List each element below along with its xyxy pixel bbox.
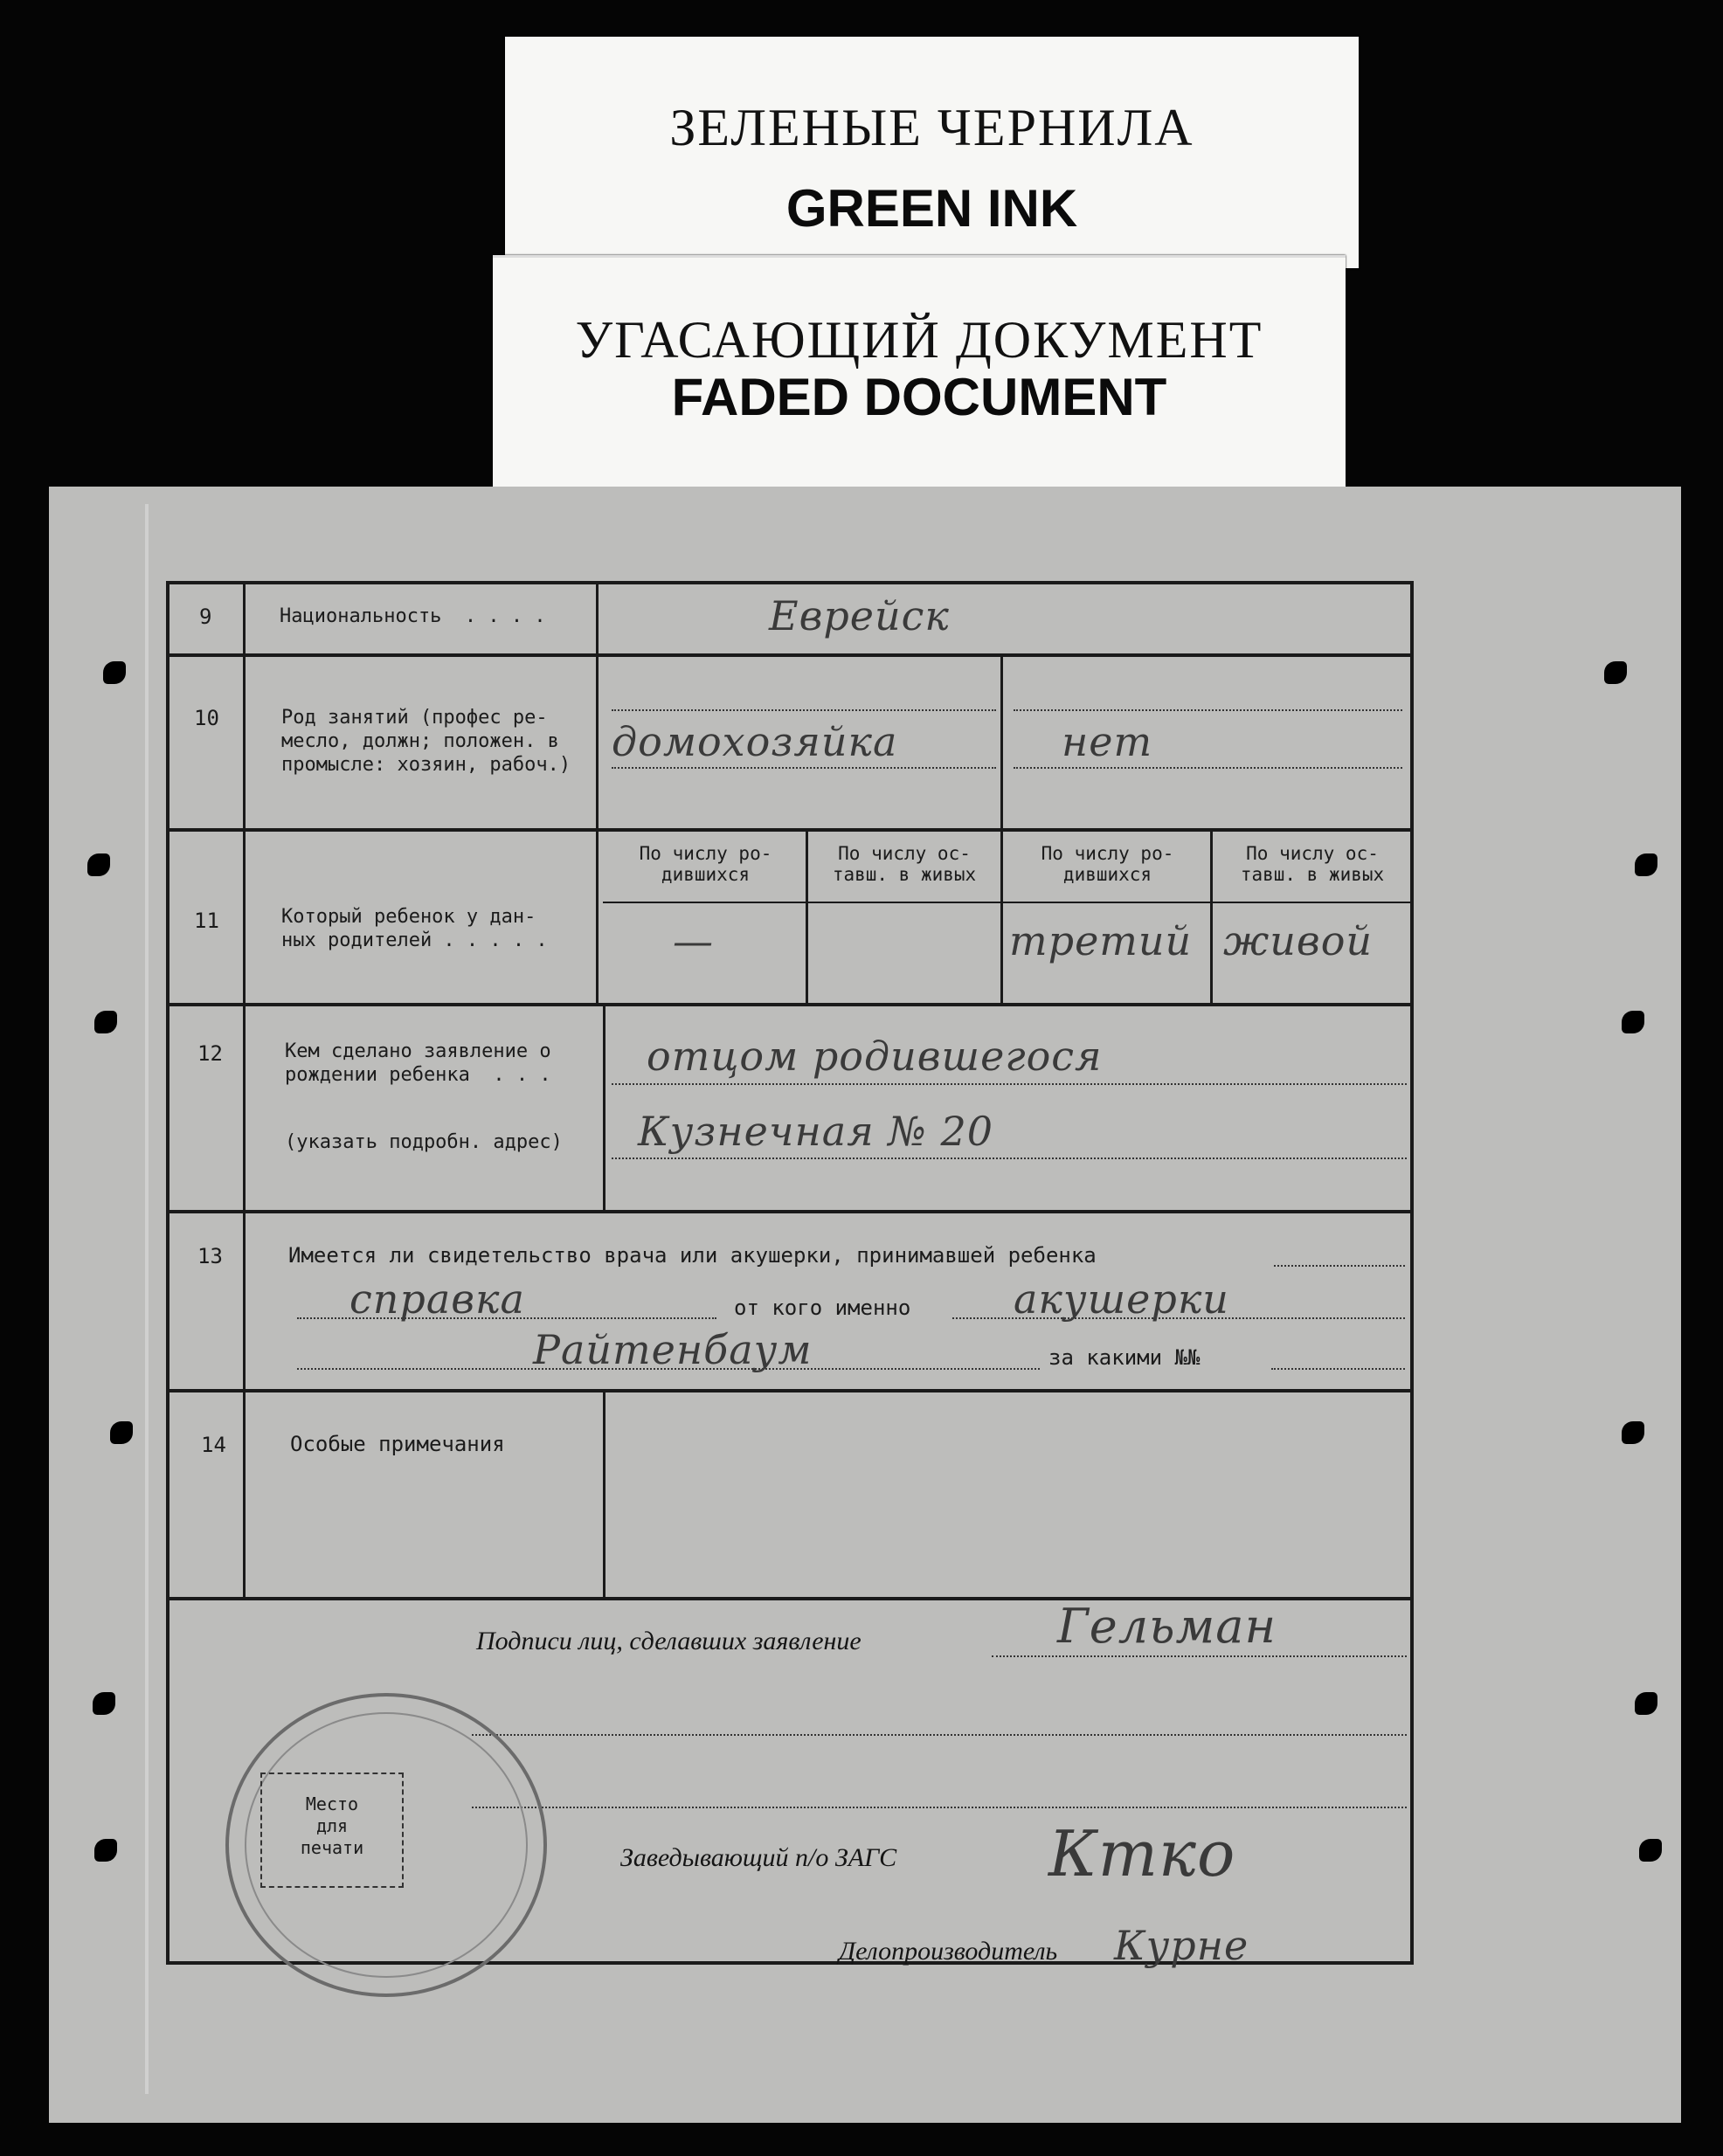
applicants-signature-label: Подписи лиц, сделавших заявление xyxy=(476,1627,862,1655)
row-11-value-alive-2: живой xyxy=(1223,917,1374,964)
row-divider xyxy=(166,653,1414,657)
applicant-signature: Гельман xyxy=(1057,1599,1277,1654)
row-divider xyxy=(166,581,1414,584)
punch-hole xyxy=(93,1692,115,1715)
row-11-col-alive-2: По числу ос- тавш. в живых xyxy=(1240,843,1385,885)
clerk-label: Делопроизводитель xyxy=(839,1937,1058,1966)
row-13-handwriting-certificate: справка xyxy=(349,1275,525,1323)
header-underline xyxy=(603,902,1410,903)
row-12-handwriting-address: Кузнечная № 20 xyxy=(638,1108,993,1155)
dotted-line xyxy=(1014,767,1402,769)
row-10-handwriting-father: домохозяйка xyxy=(612,718,898,765)
row-13-numbers-label: за какими №№ xyxy=(1048,1345,1201,1370)
registry-head-signature: Ктко xyxy=(1048,1817,1236,1890)
row-12-address-hint: (указать подробн. адрес) xyxy=(285,1131,563,1153)
green-ink-notice xyxy=(505,37,1359,268)
dotted-line xyxy=(1014,709,1402,711)
row-12-handwriting-declarant: отцом родившегося xyxy=(647,1033,1103,1080)
row-13-question: Имеется ли свидетельство врача или акушерки, принимавшей ребенка xyxy=(288,1243,1097,1268)
row-divider xyxy=(166,1210,1414,1213)
punch-hole xyxy=(1622,1421,1644,1444)
signature-line xyxy=(472,1807,1407,1808)
punch-hole xyxy=(1622,1011,1644,1033)
row-14-label: Особые примечания xyxy=(290,1432,505,1456)
dotted-line xyxy=(612,1157,1407,1159)
signature-line xyxy=(992,1655,1407,1657)
signature-line xyxy=(472,1734,1407,1736)
row-divider xyxy=(166,828,1414,832)
col-divider xyxy=(603,1003,605,1210)
faded-en: FADED DOCUMENT xyxy=(671,368,1167,426)
row-10-number: 10 xyxy=(194,706,219,730)
green-ink-en: GREEN INK xyxy=(785,179,1078,238)
table-border xyxy=(166,581,170,1961)
col-divider xyxy=(806,828,808,1003)
row-11-col-born-1: По числу ро- дившихся xyxy=(639,843,772,885)
seal-placeholder xyxy=(260,1772,404,1888)
table-border xyxy=(243,581,246,1599)
row-14-number: 14 xyxy=(201,1433,226,1457)
faded-document-notice xyxy=(493,255,1346,498)
col-divider xyxy=(1210,828,1213,1003)
row-11-value-born-2: третий xyxy=(1009,917,1193,964)
row-9-label: Национальность . . . . xyxy=(280,605,546,627)
punch-hole xyxy=(94,1011,117,1033)
punch-hole xyxy=(1604,661,1627,684)
col-divider xyxy=(603,1389,605,1597)
col-divider xyxy=(596,581,599,1003)
dotted-line xyxy=(612,1083,1407,1085)
dotted-line xyxy=(1271,1368,1405,1370)
table-border xyxy=(1410,581,1414,1961)
dotted-line xyxy=(612,767,996,769)
row-divider xyxy=(166,1003,1414,1006)
punch-hole xyxy=(110,1421,133,1444)
row-11-label: Который ребенок у дан- ных родителей . . . . . xyxy=(281,906,548,951)
row-11-col-born-2: По числу ро- дившихся xyxy=(1041,843,1174,885)
punch-hole xyxy=(103,661,126,684)
row-9-handwriting: Еврейск xyxy=(769,592,950,639)
dotted-line xyxy=(612,709,996,711)
clerk-signature: Курне xyxy=(1114,1922,1249,1969)
registry-head-label: Заведывающий п/о ЗАГС xyxy=(620,1843,897,1872)
faded-ru: УГАСАЮЩИЙ ДОКУМЕНТ xyxy=(575,311,1263,369)
punch-hole xyxy=(1635,853,1657,876)
seal-placeholder-text: Место для печати xyxy=(300,1793,364,1858)
punch-hole xyxy=(1639,1839,1662,1862)
row-12-number: 12 xyxy=(197,1041,223,1066)
punch-hole xyxy=(94,1839,117,1862)
dotted-line xyxy=(1274,1265,1405,1267)
row-12-label: Кем сделано заявление о рождении ребенка . . . xyxy=(285,1040,551,1086)
row-13-handwriting-midwife: акушерки xyxy=(1014,1275,1229,1323)
green-ink-ru: ЗЕЛЕНЫЕ ЧЕРНИЛА xyxy=(669,99,1194,156)
punch-hole xyxy=(87,853,110,876)
row-13-handwriting-name: Райтенбаум xyxy=(533,1326,813,1373)
punch-hole xyxy=(1635,1692,1657,1715)
row-11-number: 11 xyxy=(194,909,219,933)
col-divider xyxy=(1000,653,1003,1003)
row-10-handwriting-mother: нет xyxy=(1062,718,1153,765)
row-11-value-born-1: — xyxy=(673,917,714,964)
row-13-from-label: от кого именно xyxy=(734,1296,911,1320)
row-11-col-alive-1: По числу ос- тавш. в живых xyxy=(832,843,977,885)
row-10-label: Род занятий (профес ре- месло, должн; положен. в промысле: хозяин, рабоч.) xyxy=(281,707,571,776)
row-13-number: 13 xyxy=(197,1244,223,1268)
row-divider xyxy=(166,1389,1414,1392)
row-9-number: 9 xyxy=(199,605,212,629)
